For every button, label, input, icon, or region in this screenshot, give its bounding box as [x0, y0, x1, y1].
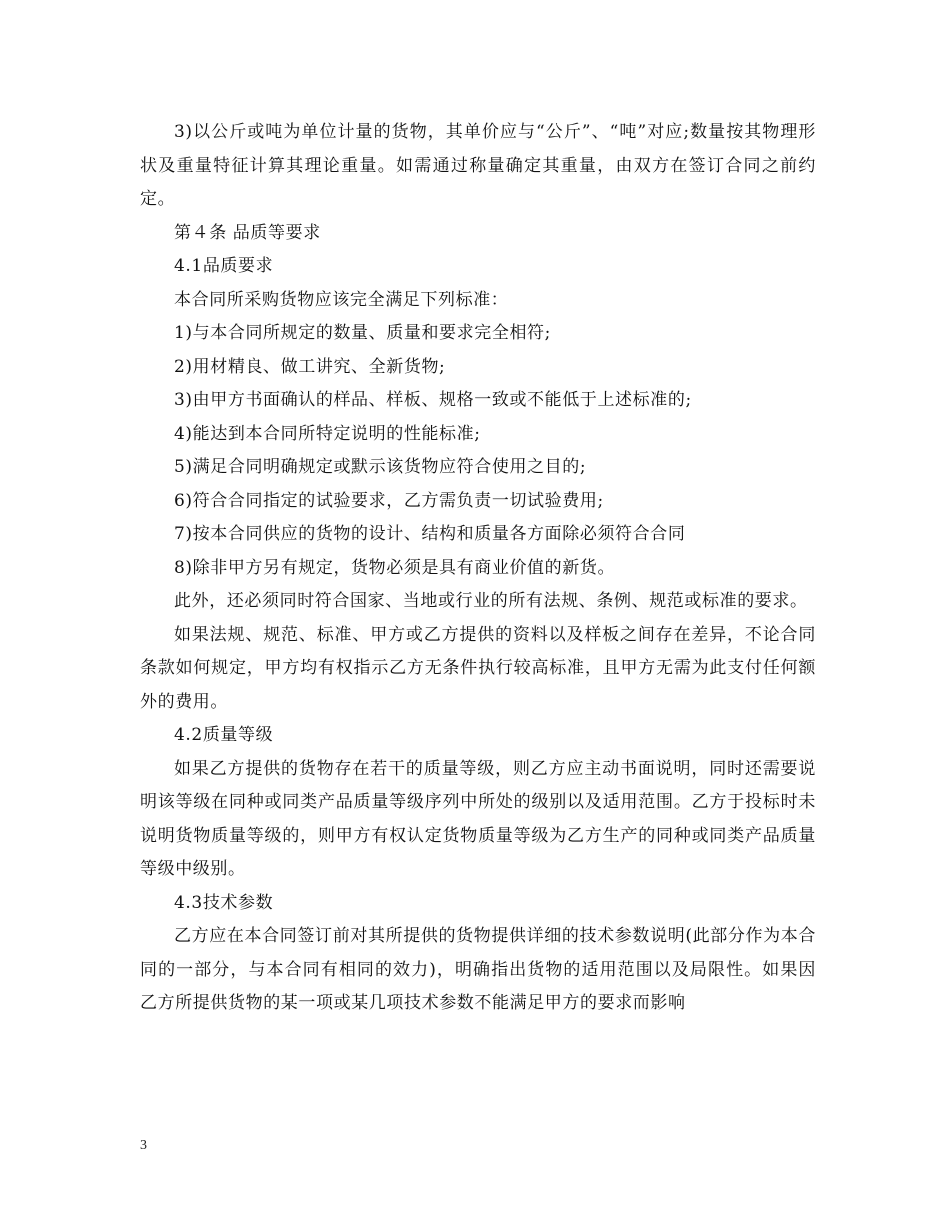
- paragraph: 本合同所采购货物应该完全满足下列标准：: [174, 289, 509, 310]
- paragraph: 乙方应在本合同签订前对其所提供的货物提供详细的技术参数说明(此部分作为本合同的一部分，与本合同有相同的效力)，明确指出货物的适用范围以及局限性。如果因乙方所提供货物的某一项或某几项技术参数不能满足甲方的要求而影响: [140, 926, 816, 1013]
- list-item: 1)与本合同所规定的数量、质量和要求完全相符;: [174, 323, 551, 343]
- document-page: [140, 116, 816, 1021]
- subsection-heading: 4.1品质要求: [174, 256, 274, 276]
- subsection-heading: 4.3技术参数: [174, 892, 274, 913]
- section-heading: 第４条 品质等要求: [174, 222, 321, 243]
- list-item: 2)用材精良、做工讲究、全新货物;: [174, 356, 446, 377]
- page-number: 3: [140, 1138, 147, 1153]
- list-item: 5)满足合同明确规定或默示该货物应符合使用之目的;: [174, 457, 587, 477]
- paragraph: 如果法规、规范、标准、甲方或乙方提供的资料以及样板之间存在差异，不论合同条款如何规定，甲方均有权指示乙方无条件执行较高标准，且甲方无需为此支付任何额外的费用。: [140, 624, 816, 712]
- list-item: 4)能达到本合同所特定说明的性能标准;: [174, 423, 481, 444]
- list-item: 3)由甲方书面确认的样品、样板、规格一致或不能低于上述标准的;: [174, 390, 692, 410]
- list-item: 7)按本合同供应的货物的设计、结构和质量各方面除必须符合合同: [174, 524, 686, 544]
- subsection-heading: 4.2质量等级: [174, 725, 274, 745]
- list-item: 6)符合合同指定的试验要求，乙方需负责一切试验费用;: [174, 490, 604, 511]
- paragraph: 此外，还必须同时符合国家、当地或行业的所有法规、条例、规范或标准的要求。: [174, 591, 808, 611]
- paragraph: 3)以公斤或吨为单位计量的货物，其单价应与“公斤”、“吨”对应;数量按其物理形状及重量特征计算其理论重量。如需通过称量确定其重量，由双方在签订合同之前约定。: [140, 122, 816, 209]
- list-item: 8)除非甲方另有规定，货物必须是具有商业价值的新货。: [174, 557, 616, 578]
- paragraph: 如果乙方提供的货物存在若干的质量等级，则乙方应主动书面说明，同时还需要说明该等级在同种或同类产品质量等级序列中所处的级别以及适用范围。乙方于投标时未说明货物质量等级的，则甲方有权认定货物质量等级为乙方生产的同种或同类产品质量等级中级别。: [140, 758, 816, 879]
